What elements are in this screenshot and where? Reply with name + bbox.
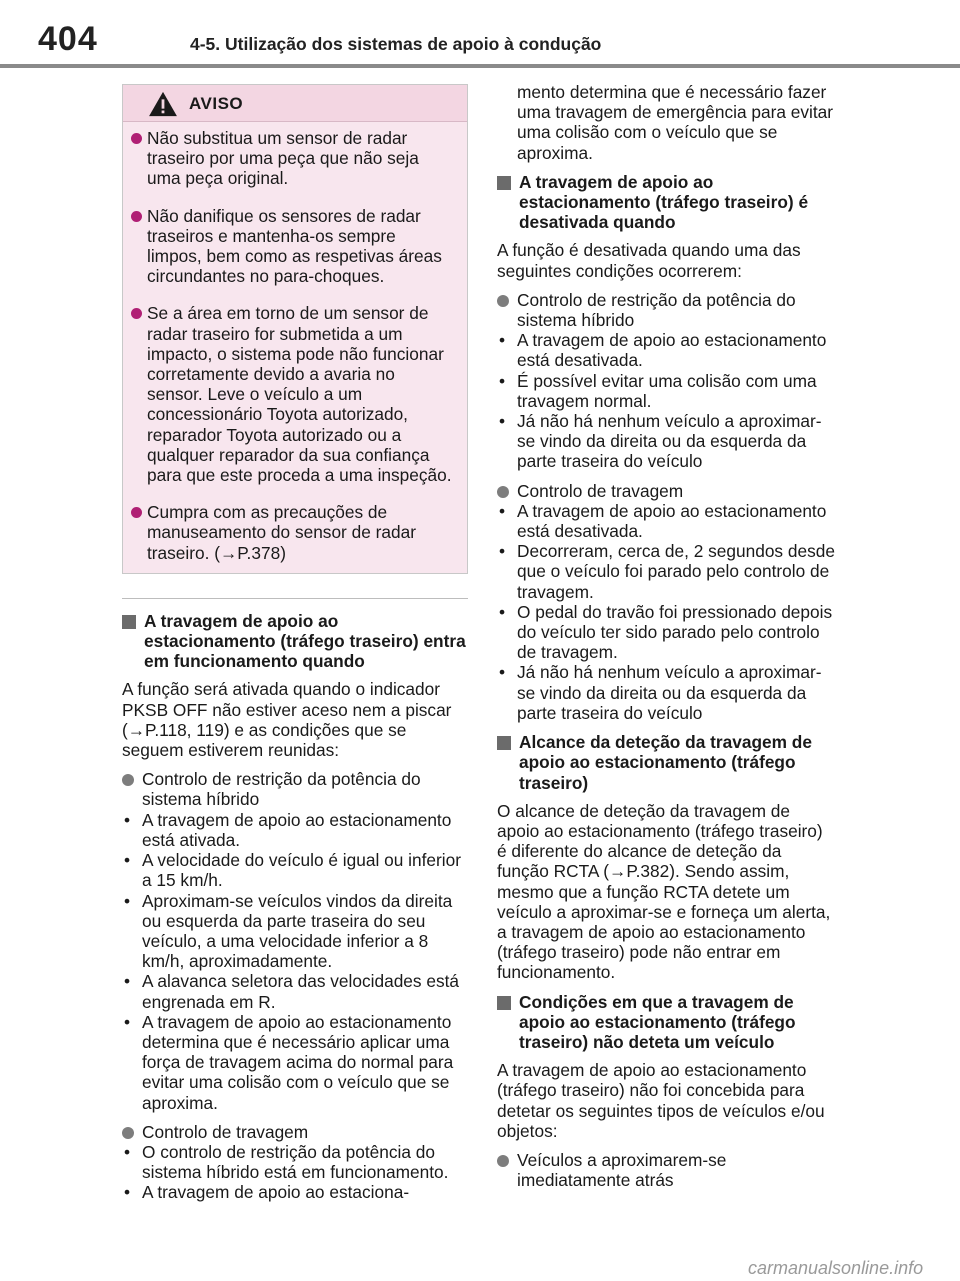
section-intro: A travagem de apoio ao estacionamento (tráfego traseiro) não foi concebida para detetar os seguintes tipos de veículos e/ou objetos: — [497, 1060, 825, 1141]
condition-group-title: Controlo de travagem — [497, 481, 837, 501]
bullet-dot-icon — [131, 507, 142, 518]
section-heading: A travagem de apoio ao estacionamento (tráfego traseiro) entra em funcionamento quando — [122, 611, 470, 672]
bullet-dot-icon — [497, 1155, 509, 1167]
section-intro: O alcance de deteção da travagem de apoio ao estacionamento (tráfego traseiro) é diferente do alcance de deteção da função RCTA (→P.382). Sendo assim, mesmo que a função RCTA detete um veículo a aproximar-se e forneça um alerta, a travagem de apoio ao estacionamento (tráfego traseiro) pode não entrar em funcionamento. — [497, 800, 831, 983]
condition-group — [122, 769, 470, 1112]
continued-text: mento determina que é necessário fazer uma travagem de emergência para evitar uma colisão com o veículo que se aproxima. — [517, 82, 834, 163]
bullet-dot-icon — [131, 133, 142, 144]
condition-item: • Decorreram, cerca de, 2 segundos desde que o veículo foi parado pelo controlo de travagem. — [499, 541, 835, 602]
bullet-dot-icon — [497, 295, 509, 307]
section-divider — [122, 598, 468, 599]
square-marker-icon — [497, 736, 511, 750]
condition-group-title: Controlo de restrição da potência do sistema híbrido — [122, 769, 470, 809]
section-heading: A travagem de apoio ao estacionamento (tráfego traseiro) é desativada quando — [497, 172, 837, 233]
condition-item: • O pedal do travão foi pressionado depois do veículo ter sido parado pelo controlo de travagem. — [499, 601, 833, 663]
watermark[interactable]: carmanualsonline.info — [748, 1258, 924, 1278]
square-marker-icon — [122, 615, 136, 629]
header-rule — [0, 64, 960, 68]
section-intro: A função é desativada quando uma das seguintes condições ocorrerem: — [497, 240, 801, 281]
condition-item: • A travagem de apoio ao estacionamento está desativada. — [499, 330, 827, 371]
page-number: 404 — [38, 20, 98, 58]
right-column — [497, 82, 837, 1199]
condition-item: • A travagem de apoio ao estacionamento está ativada. — [124, 809, 452, 850]
condition-item: • Aproximam-se veículos vindos da direita ou esquerda da parte traseira do seu veículo, a uma velocidade inferior a 8 km/h, aproximadamente. — [124, 890, 453, 972]
condition-group — [497, 1150, 837, 1190]
condition-item: • A travagem de apoio ao estaciona- — [124, 1182, 410, 1203]
warning-body — [123, 122, 467, 573]
condition-item: • É possível evitar uma colisão com uma travagem normal. — [499, 370, 817, 411]
bullet-dot-icon — [122, 1127, 134, 1139]
condition-item: • A alavanca seletora das velocidades está engrenada em R. — [124, 971, 460, 1012]
section-intro: A função será ativada quando o indicador PKSB OFF não estiver aceso nem a piscar (→P.118, 119) e as condições que se seguem estiverem reunidas: — [122, 679, 452, 761]
warning-item: Não danifique os sensores de radar traseiros e mantenha-os sempre limpos, bem como as respetivas áreas circundantes no para-choques. — [131, 206, 455, 287]
bullet-dot-icon — [131, 211, 142, 222]
section-heading: Alcance da deteção da travagem de apoio ao estacionamento (tráfego traseiro) — [497, 732, 837, 793]
condition-group-title: Controlo de travagem — [122, 1122, 470, 1142]
warning-item: Cumpra com as precauções de manuseamento do sensor de radar traseiro. (→P.378) — [131, 502, 455, 563]
condition-item: • A velocidade do veículo é igual ou inferior a 15 km/h. — [124, 850, 461, 891]
condition-group — [497, 481, 837, 723]
condition-item: • O controlo de restrição da potência do sistema híbrido está em funcionamento. — [124, 1141, 449, 1183]
square-marker-icon — [497, 996, 511, 1010]
bullet-dot-icon — [122, 774, 134, 786]
condition-item: • Já não há nenhum veículo a aproximar-se vindo da direita ou da esquerda da parte traseira do veículo — [499, 411, 822, 472]
condition-group-title: Controlo de restrição da potência do sistema híbrido — [497, 290, 837, 330]
page-header — [0, 0, 960, 66]
section-heading: Condições em que a travagem de apoio ao estacionamento (tráfego traseiro) não deteta um veículo — [497, 992, 837, 1053]
warning-item: Não substitua um sensor de radar traseiro por uma peça que não seja uma peça original. — [131, 128, 455, 189]
left-column — [122, 84, 470, 1212]
warning-title: AVISO — [189, 94, 244, 113]
condition-item: • A travagem de apoio ao estacionamento determina que é necessário aplicar uma força de travagem acima do normal para evitar uma colisão com o veículo que se aproxima. — [124, 1011, 454, 1113]
warning-box — [122, 84, 468, 574]
warning-triangle-icon — [147, 91, 179, 117]
section-title: 4-5. Utilização dos sistemas de apoio à condução — [190, 34, 602, 54]
bullet-dot-icon — [131, 308, 142, 319]
bullet-dot-icon — [497, 486, 509, 498]
square-marker-icon — [497, 176, 511, 190]
condition-item: • Já não há nenhum veículo a aproximar-se vindo da direita ou da esquerda da parte traseira do veículo — [499, 662, 822, 723]
condition-group — [497, 290, 837, 472]
warning-header — [123, 85, 467, 122]
condition-group-title: Veículos a aproximarem-se imediatamente atrás — [497, 1150, 837, 1190]
condition-group — [122, 1122, 470, 1203]
condition-item: • A travagem de apoio ao estacionamento está desativada. — [499, 500, 827, 542]
warning-item: Se a área em torno de um sensor de radar traseiro for submetida a um impacto, o sistema pode não funcionar corretamente devido a avaria no sensor. Leve o veículo a um concessionário Toyota autorizado, reparador Toyota autorizado ou a qualquer reparador da sua confiança para que este proceda a uma inspeção. — [131, 303, 455, 485]
